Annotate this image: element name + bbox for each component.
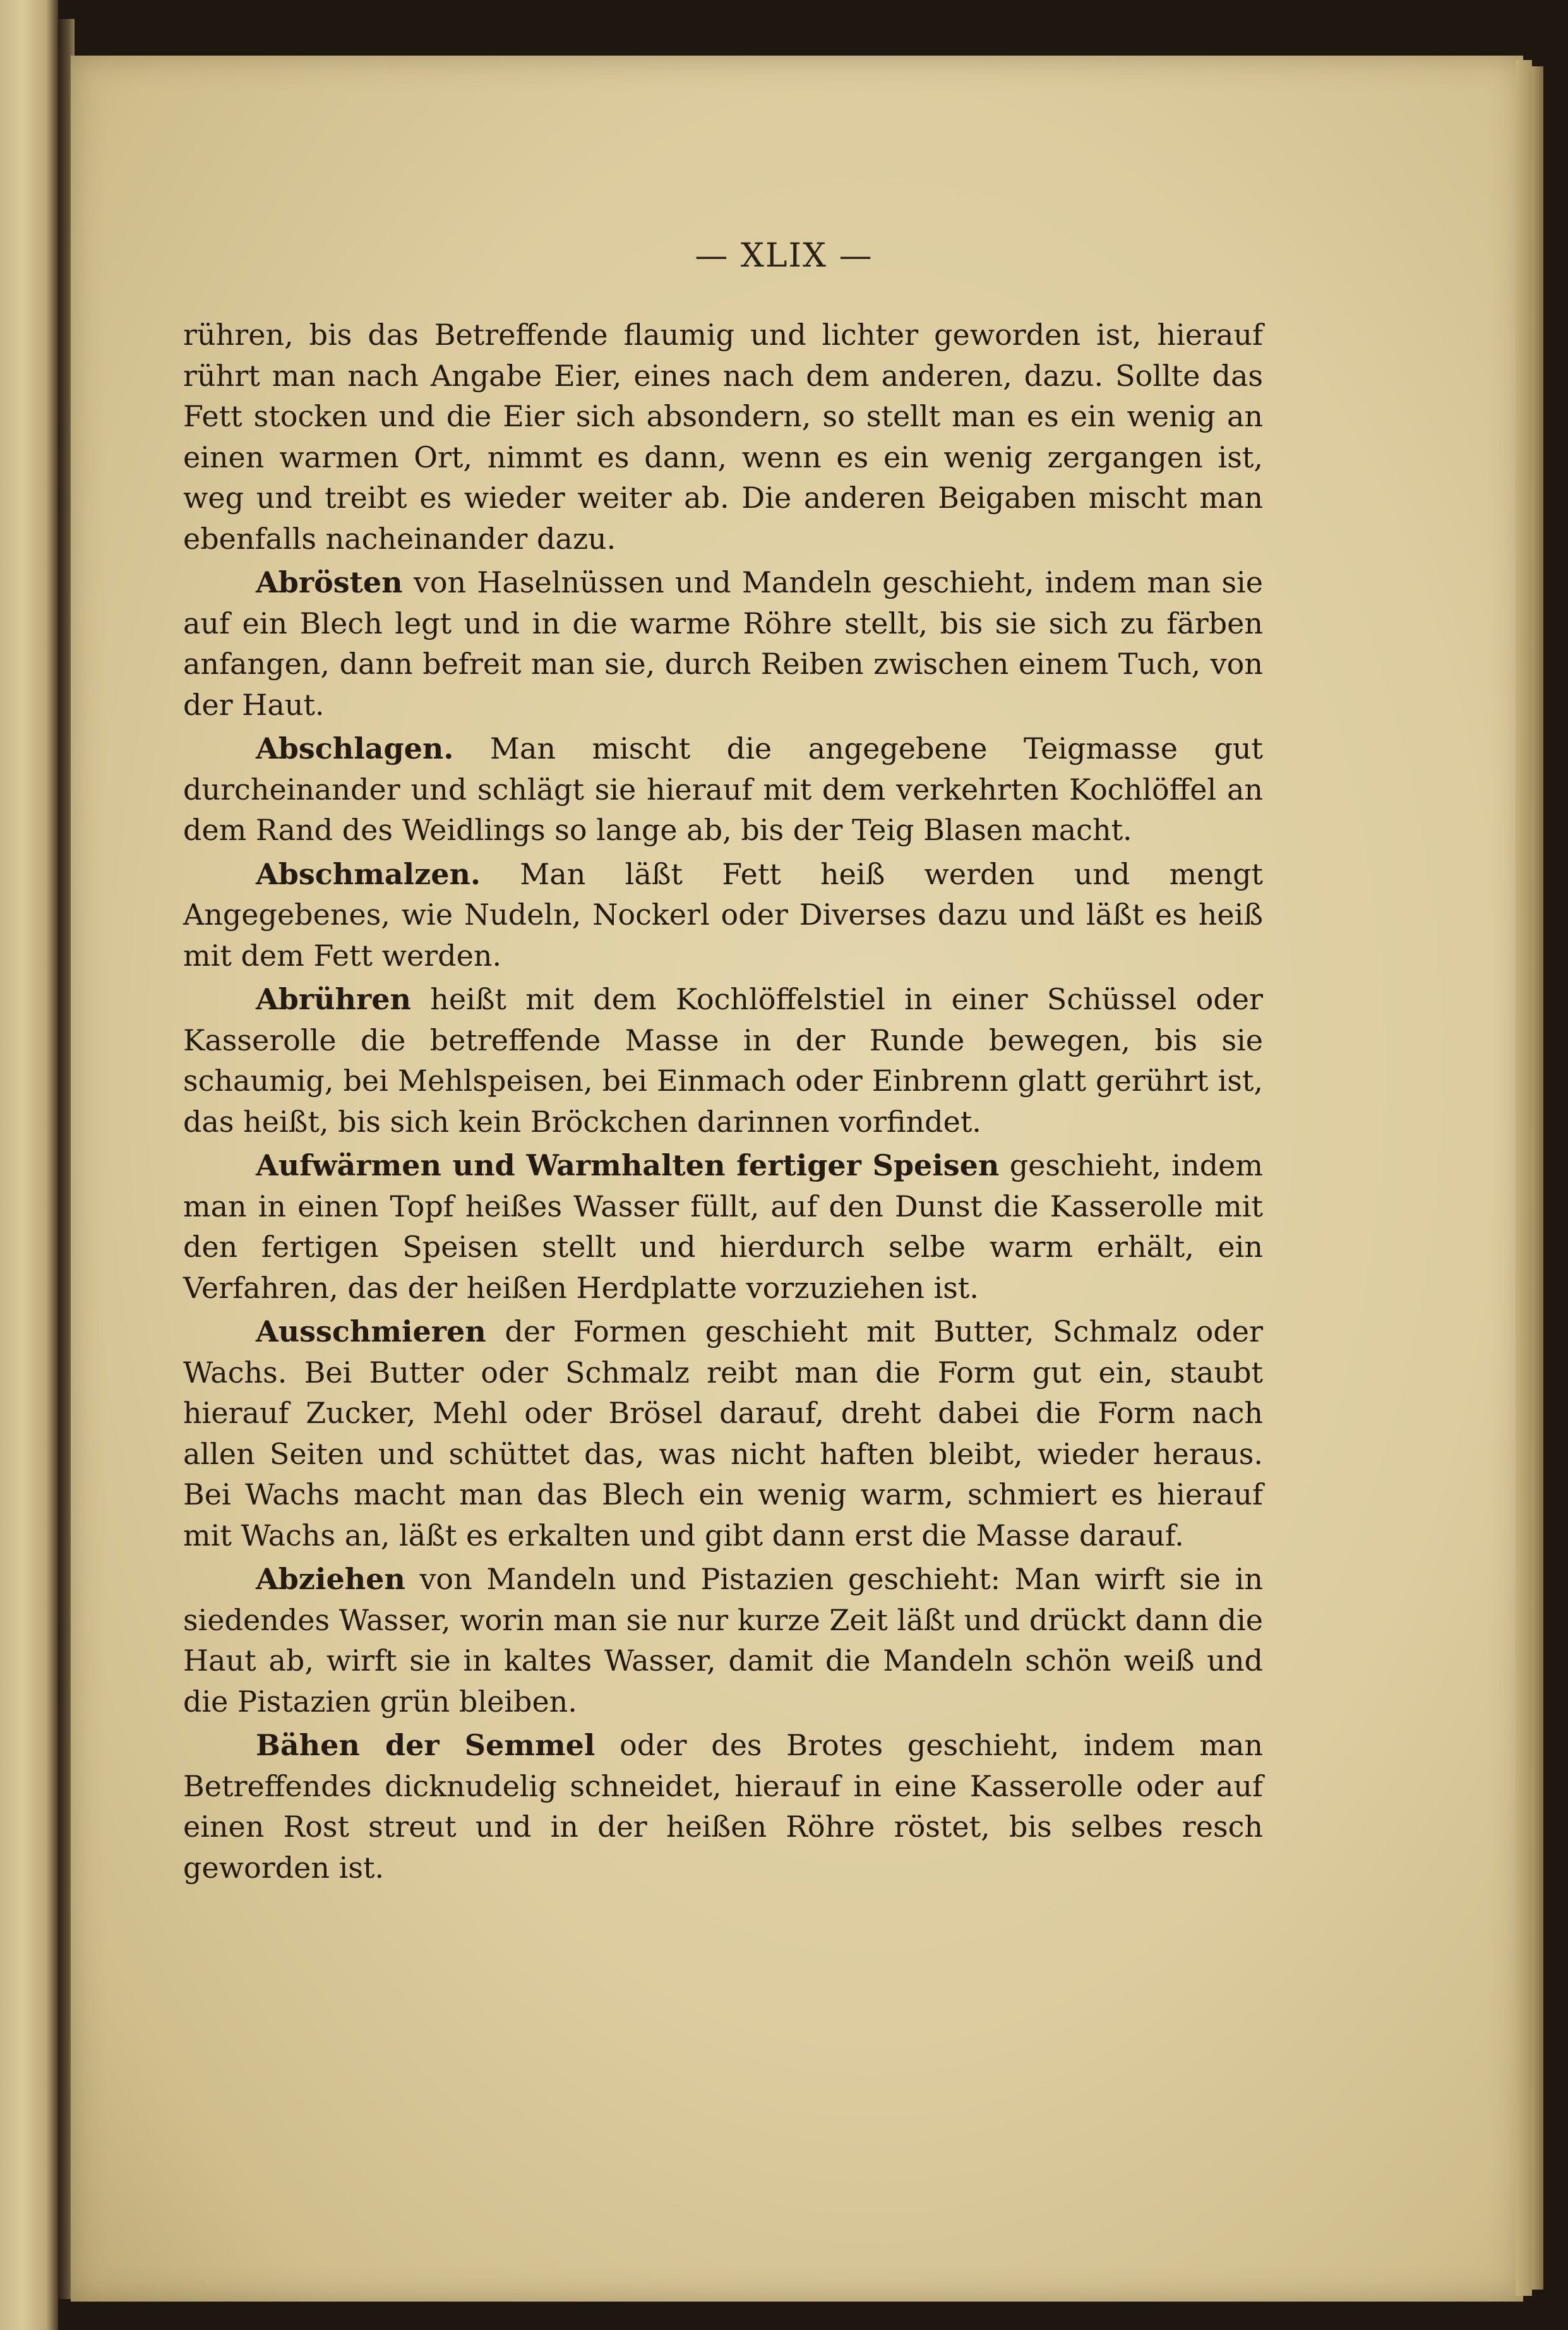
- paragraph-term: Abschlagen.: [256, 731, 454, 766]
- paragraph: [183, 1559, 1263, 1722]
- paragraph: [183, 1145, 1263, 1308]
- page-body: [183, 315, 1263, 1888]
- paragraph-text: Man läßt Fett heiß werden und mengt Angegebenes, wie Nudeln, Nockerl oder Diverses dazu und läßt es heiß mit dem Fett werden.: [183, 856, 1263, 973]
- paragraph-text: geschieht, indem man in einen Topf heißes Wasser füllt, auf den Dunst die Kasserolle mit den fertigen Speisen stellt und hierdurch selbe warm erhält, ein Verfahren, das der heißen Herdplatte vorzuziehen ist.: [183, 1148, 1263, 1305]
- paragraph: [183, 728, 1263, 851]
- paragraph-text: von Mandeln und Pistazien geschieht: Man wirft sie in siedendes Wasser, worin man sie nur kurze Zeit läßt und drückt dann die Haut ab, wirft sie in kaltes Wasser, damit die Mandeln schön weiß und die Pistazien grün bleiben.: [183, 1562, 1263, 1719]
- paragraph-term: Bähen der Semmel: [256, 1728, 595, 1762]
- page-number: — XLIX —: [695, 237, 873, 275]
- paragraph: [183, 854, 1263, 976]
- paragraph-term: Ausschmieren: [256, 1314, 486, 1348]
- paragraph: [183, 562, 1263, 725]
- paragraph-term: Aufwärmen und Warmhalten fertiger Speisen: [256, 1148, 1000, 1182]
- paragraph-text: oder des Brotes geschieht, indem man Betreffendes dicknudelig schneidet, hierauf in eine Kasserolle oder auf einen Rost streut und in der heißen Röhre röstet, bis selbes resch geworden ist.: [183, 1728, 1264, 1885]
- paragraph-term: Abrösten: [256, 565, 403, 599]
- paragraph: [183, 979, 1263, 1142]
- paragraph-text: von Haselnüssen und Mandeln geschieht, indem man sie auf ein Blech legt und in die warme Röhre stellt, bis sie sich zu färben anfangen, dann befreit man sie, durch Reiben zwischen einem Tuch, von der Haut.: [183, 565, 1263, 722]
- paragraph-text: Man mischt die angegebene Teigmasse gut durcheinander und schlägt sie hierauf mit dem verkehrten Kochlöffel an dem Rand des Weidlings so lange ab, bis der Teig Blasen macht.: [183, 731, 1263, 847]
- paragraph: [183, 1725, 1263, 1888]
- paragraph-term: Abziehen: [256, 1562, 405, 1596]
- page-stack-edge-outer: [1532, 66, 1543, 2290]
- paragraph-text: rühren, bis das Betreffende flaumig und lichter geworden ist, hierauf rührt man nach Angabe Eier, eines nach dem anderen, dazu. Sollte das Fett stocken und die Eier sich absondern, so stellt man es ein wenig an einen warmen Ort, nimmt es dann, wenn es ein wenig zergangen ist, weg und treibt es wieder weiter ab. Die anderen Beigaben mischt man ebenfalls nacheinander dazu.: [183, 318, 1263, 556]
- page-stack-edge: [1516, 60, 1532, 2296]
- paragraph-term: Abrühren: [256, 982, 411, 1016]
- paragraph: [183, 1311, 1263, 1556]
- paragraph-text: der Formen geschieht mit Butter, Schmalz oder Wachs. Bei Butter oder Schmalz reibt man die Form gut ein, staubt hierauf Zucker, Mehl oder Brösel darauf, dreht dabei die Form nach allen Seiten und schüttet das, was nicht haften bleibt, wieder heraus. Bei Wachs macht man das Blech ein wenig warm, schmiert es hierauf mit Wachs an, läßt es erkalten und gibt dann erst die Masse darauf.: [183, 1314, 1263, 1552]
- paragraph-text: heißt mit dem Kochlöffelstiel in einer Schüssel oder Kasserolle die betreffende Masse in der Runde bewegen, bis sie schaumig, bei Mehlspeisen, bei Einmach oder Einbrenn glatt gerührt ist, das heißt, bis sich kein Bröckchen darinnen vorfindet.: [183, 982, 1263, 1139]
- left-facing-page-edge: [0, 0, 58, 2330]
- paragraph: [183, 315, 1263, 559]
- paragraph-term: Abschmalzen.: [256, 856, 481, 891]
